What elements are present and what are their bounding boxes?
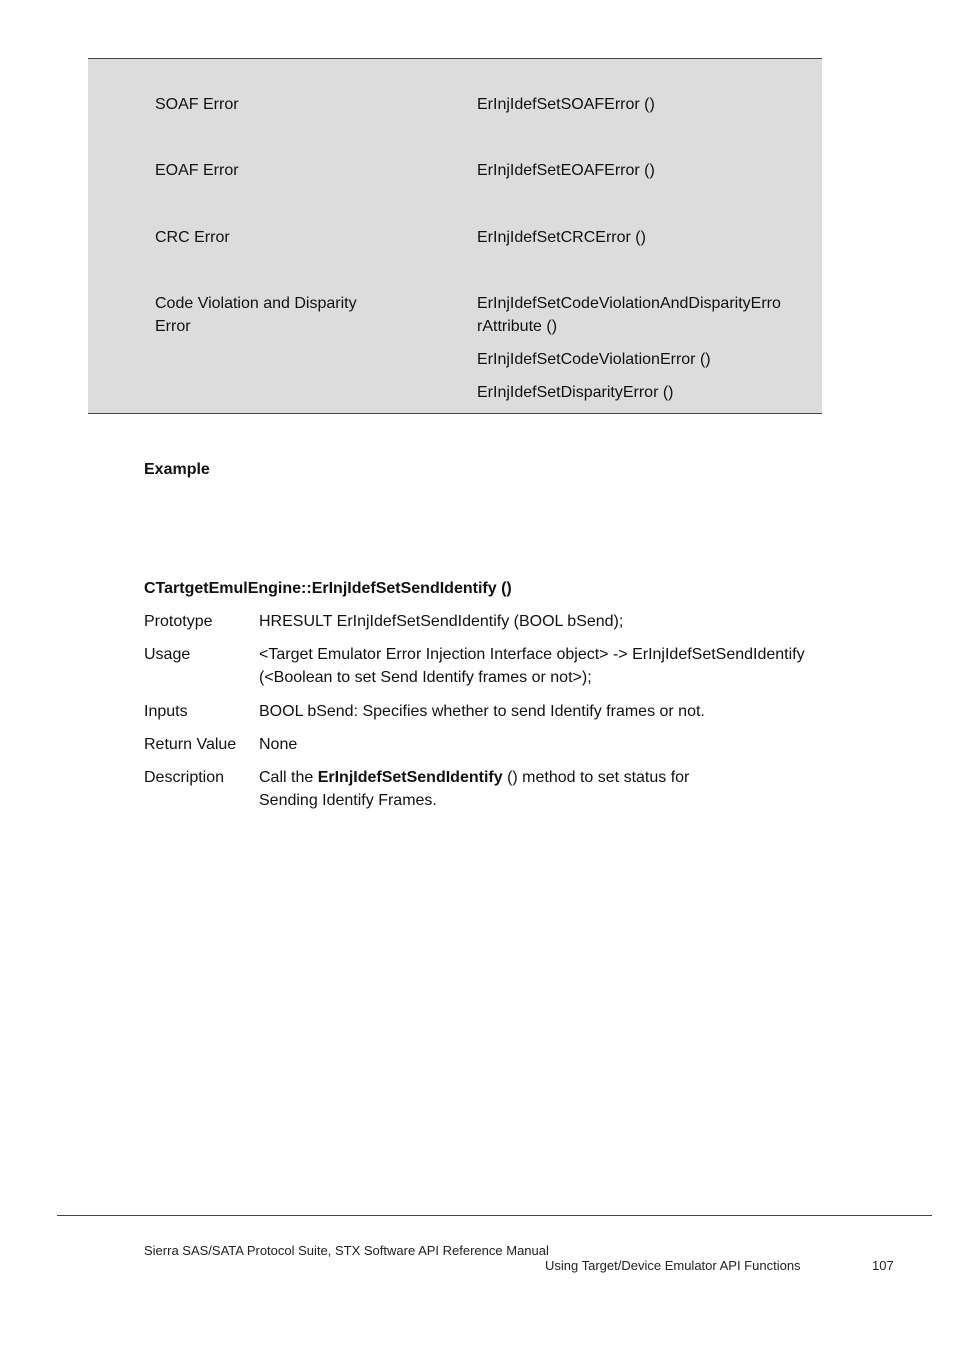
description-value (259, 766, 899, 812)
footer-page-number: 107 (872, 1258, 894, 1273)
return-value-label: Return Value (144, 736, 237, 753)
usage-line: (<Boolean to set Send Identify frames or not>); (259, 669, 592, 686)
table-cell-function: ErInjIdefSetSOAFError () (477, 96, 655, 113)
footer-manual-title: Sierra SAS/SATA Protocol Suite, STX Software API Reference Manual (144, 1243, 549, 1258)
usage-value (259, 643, 919, 689)
table-cell-error-name: Code Violation and Disparity (155, 295, 357, 312)
description-text: () method to set status for (502, 769, 690, 786)
footer-divider (57, 1215, 932, 1216)
inputs-label: Inputs (144, 703, 188, 720)
description-label: Description (144, 769, 225, 786)
description-method-name: ErInjIdefSetSendIdentify (317, 769, 503, 786)
error-function-table (88, 58, 822, 414)
usage-label: Usage (144, 646, 191, 663)
table-cell-error-name: Error (155, 318, 191, 335)
table-cell-function: rAttribute () (477, 318, 558, 335)
method-heading: CTartgetEmulEngine::ErInjIdefSetSendIdentify () (144, 580, 512, 597)
description-text: Call the (259, 769, 318, 786)
table-cell-function: ErInjIdefSetCodeViolationAndDisparityErro (477, 295, 781, 312)
return-value-value: None (259, 736, 298, 753)
prototype-label: Prototype (144, 613, 213, 630)
description-line: Sending Identify Frames. (259, 792, 437, 809)
usage-line: <Target Emulator Error Injection Interface object> -> ErInjIdefSetSendIdentify (259, 646, 805, 663)
table-cell-error-name: SOAF Error (155, 96, 239, 113)
table-cell-function: ErInjIdefSetCodeViolationError () (477, 351, 711, 368)
prototype-value: HRESULT ErInjIdefSetSendIdentify (BOOL bSend); (259, 613, 624, 630)
table-cell-error-name: CRC Error (155, 229, 230, 246)
example-heading: Example (144, 461, 210, 478)
table-cell-function: ErInjIdefSetDisparityError () (477, 384, 674, 401)
footer-section-title: Using Target/Device Emulator API Functions (545, 1258, 801, 1273)
table-cell-function: ErInjIdefSetEOAFError () (477, 162, 655, 179)
table-cell-function: ErInjIdefSetCRCError () (477, 229, 646, 246)
inputs-value: BOOL bSend: Specifies whether to send Identify frames or not. (259, 703, 705, 720)
table-cell-error-name: EOAF Error (155, 162, 239, 179)
description-line (259, 766, 899, 789)
